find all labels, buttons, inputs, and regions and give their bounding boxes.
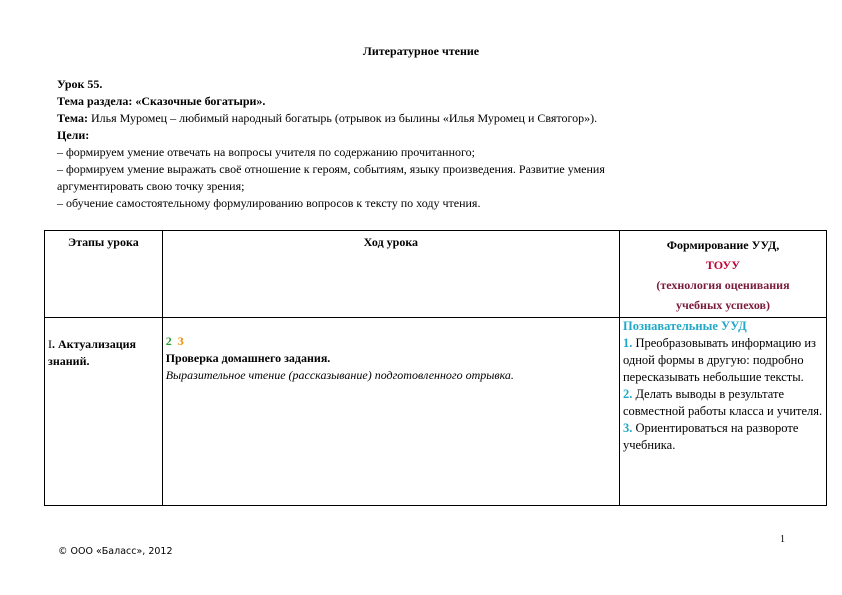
uud-item-number: 3. bbox=[622, 421, 633, 435]
check-description: Выразительное чтение (рассказывание) подготовленного отрывка. bbox=[165, 368, 514, 382]
goal-item: – формируем умение выражать своё отношение к героям, событиям, языку произведения. Развитие умения bbox=[57, 162, 605, 176]
table-row bbox=[45, 318, 827, 506]
uud-cell bbox=[619, 318, 826, 506]
uud-item-text: Преобразовывать информацию из одной формы в другую: подробно пересказывать небольшие тексты. bbox=[622, 336, 816, 384]
uud-item-number: 1. bbox=[622, 336, 633, 350]
header-toyy-desc-1: (технология оценивания bbox=[656, 278, 790, 292]
stage-number: I bbox=[48, 337, 52, 351]
course-cell bbox=[162, 318, 619, 506]
stage-label: . Актуализация знаний. bbox=[48, 337, 137, 368]
uud-item bbox=[623, 386, 823, 420]
uud-item-text: Делать выводы в результате совместной работы класса и учителя. bbox=[622, 387, 823, 418]
goal-item: – формируем умение отвечать на вопросы учителя по содержанию прочитанного; bbox=[57, 145, 475, 159]
uud-item-text: Ориентироваться на развороте учебника. bbox=[622, 421, 799, 452]
header-toyy: ТОУУ bbox=[705, 258, 741, 272]
page-title: Литературное чтение bbox=[362, 44, 480, 58]
lesson-table bbox=[44, 230, 827, 506]
header-toyy-desc-2: учебных успехов) bbox=[675, 298, 771, 312]
uud-title: Познавательные УУД bbox=[622, 319, 747, 333]
lesson-topic bbox=[57, 110, 737, 127]
goal-item: – обучение самостоятельному формулированию вопросов к тексту по ходу чтения. bbox=[57, 196, 481, 210]
marker-orange: 3 bbox=[177, 334, 184, 348]
uud-item-number: 2. bbox=[622, 387, 633, 401]
marker-green: 2 bbox=[165, 334, 172, 348]
header-uud bbox=[619, 231, 826, 318]
goals-label: Цели: bbox=[57, 128, 90, 142]
lesson-number: Урок 55. bbox=[57, 77, 103, 91]
topic-text: Илья Муромец – любимый народный богатырь (отрывок из былины «Илья Муромец и Святогор»). bbox=[87, 111, 598, 125]
header-uud-title: Формирование УУД, bbox=[666, 238, 780, 252]
header-course: Ход урока bbox=[162, 231, 619, 318]
uud-item bbox=[623, 420, 823, 454]
table-header-row bbox=[45, 231, 827, 318]
stage-cell bbox=[45, 318, 163, 506]
topic-label: Тема: bbox=[57, 111, 88, 125]
header-stages: Этапы урока bbox=[45, 231, 163, 318]
goal-item: аргументировать свою точку зрения; bbox=[57, 179, 245, 193]
lesson-intro bbox=[57, 76, 737, 212]
copyright-footer: © ООО «Баласс», 2012 bbox=[58, 546, 173, 557]
check-title: Проверка домашнего задания. bbox=[165, 351, 331, 365]
section-topic: Тема раздела: «Сказочные богатыри». bbox=[57, 94, 266, 108]
page-number: 1 bbox=[780, 534, 785, 545]
uud-item bbox=[623, 335, 823, 386]
